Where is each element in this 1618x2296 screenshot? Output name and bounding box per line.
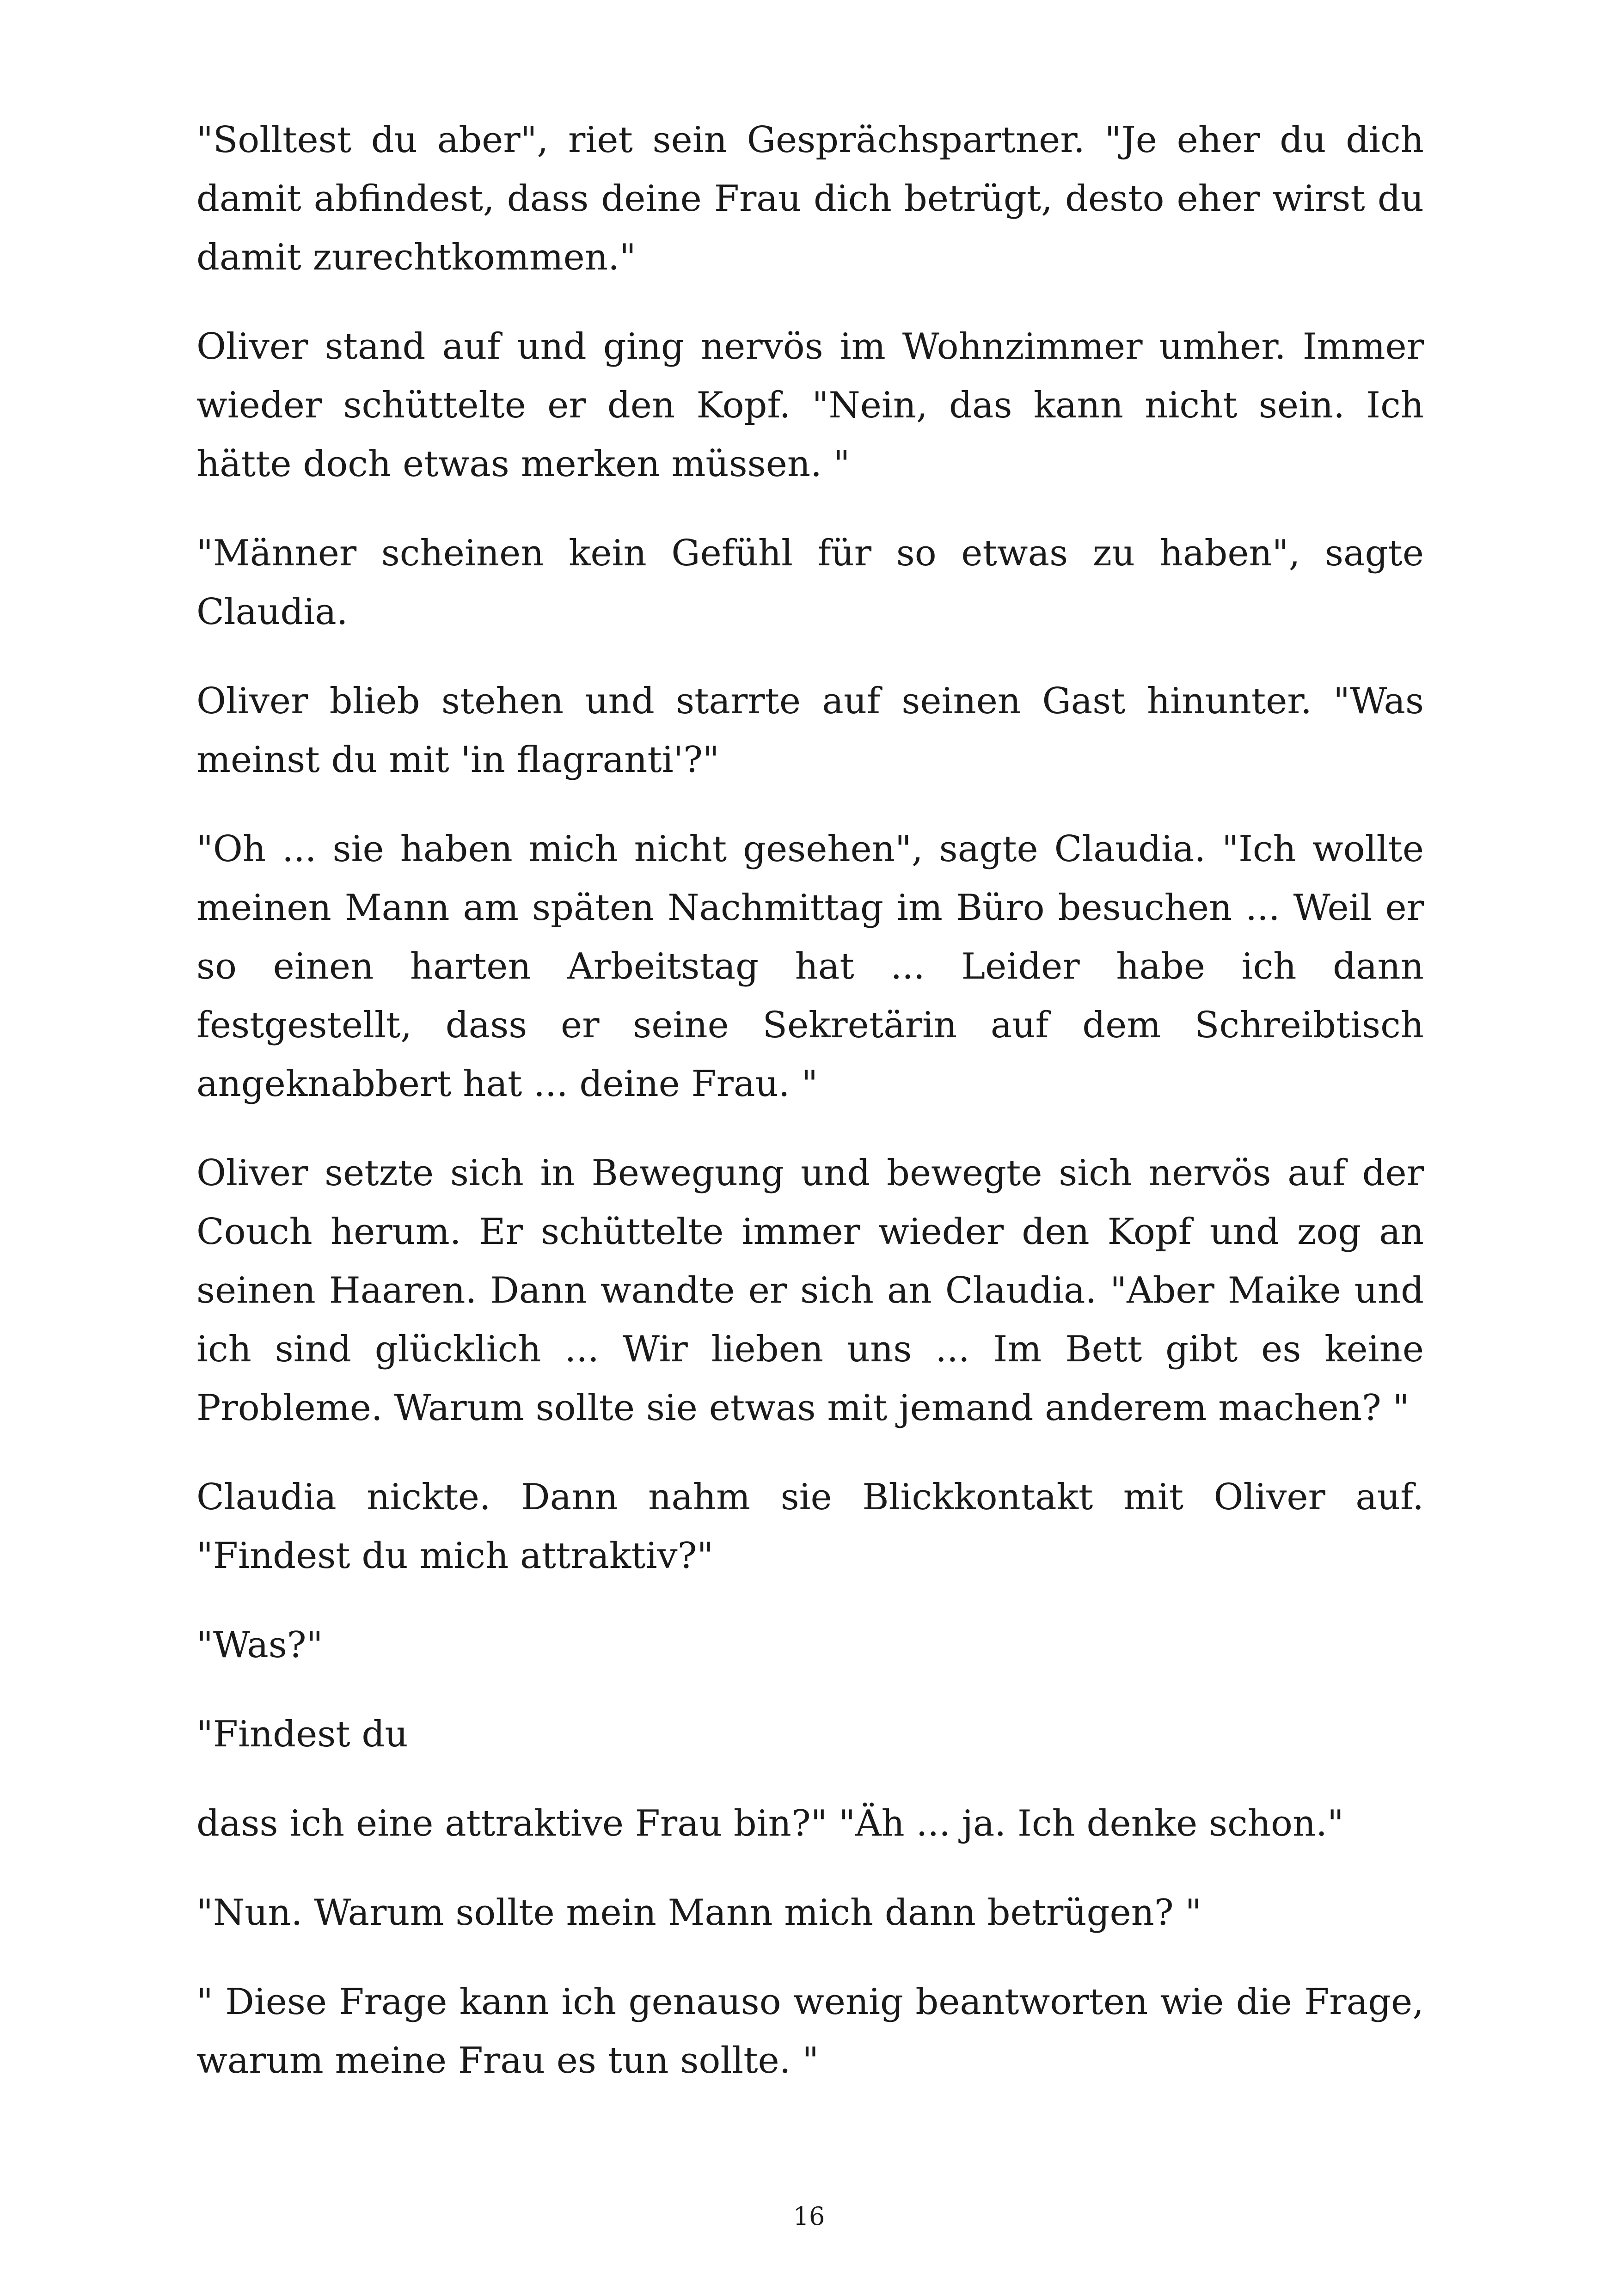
paragraph: "Nun. Warum sollte mein Mann mich dann betrügen? " [196, 1892, 1202, 1934]
paragraph: Oliver blieb stehen und starrte auf seinen Gast hinunter. "Was meinst du mit 'in flagranti'?" [196, 680, 1424, 781]
paragraph: Oliver stand auf und ging nervös im Wohnzimmer umher. Immer wieder schüttelte er den Kopf. "Nein, das kann nicht sein. Ich hätte doch etwas merken müssen. " [196, 326, 1424, 485]
page-number: 16 [793, 2202, 825, 2231]
body-text [196, 111, 1424, 2121]
paragraph: "Findest du [196, 1714, 408, 1755]
paragraph: dass ich eine attraktive Frau bin?" "Äh ... ja. Ich denke schon." [196, 1803, 1344, 1844]
paragraph: "Männer scheinen kein Gefühl für so etwas zu haben", sagte Claudia. [196, 533, 1424, 633]
paragraph: "Was?" [196, 1624, 323, 1666]
paragraph: " Diese Frage kann ich genauso wenig beantworten wie die Frage, warum meine Frau es tun sollte. " [196, 1981, 1424, 2082]
paragraph: Oliver setzte sich in Bewegung und bewegte sich nervös auf der Couch herum. Er schüttelte immer wieder den Kopf und zog an seinen Haaren. Dann wandte er sich an Claudia. "Aber Maike und ich sind glücklich ... Wir lieben uns ... Im Bett gibt es keine Probleme. Warum sollte sie etwas mit jemand anderem machen? " [196, 1152, 1424, 1429]
paragraph: "Solltest du aber", riet sein Gesprächspartner. "Je eher du dich damit abfindest, dass deine Frau dich betrügt, desto eher wirst du damit zurechtkommen." [196, 119, 1424, 278]
paragraph: "Oh ... sie haben mich nicht gesehen", sagte Claudia. "Ich wollte meinen Mann am späten Nachmittag im Büro besuchen ... Weil er so einen harten Arbeitstag hat ... Leider habe ich dann festgestellt, dass er seine Sekretärin auf dem Schreibtisch angeknabbert hat ... deine Frau. " [196, 828, 1424, 1105]
paragraph: Claudia nickte. Dann nahm sie Blickkontakt mit Oliver auf. "Findest du mich attraktiv?" [196, 1476, 1424, 1577]
